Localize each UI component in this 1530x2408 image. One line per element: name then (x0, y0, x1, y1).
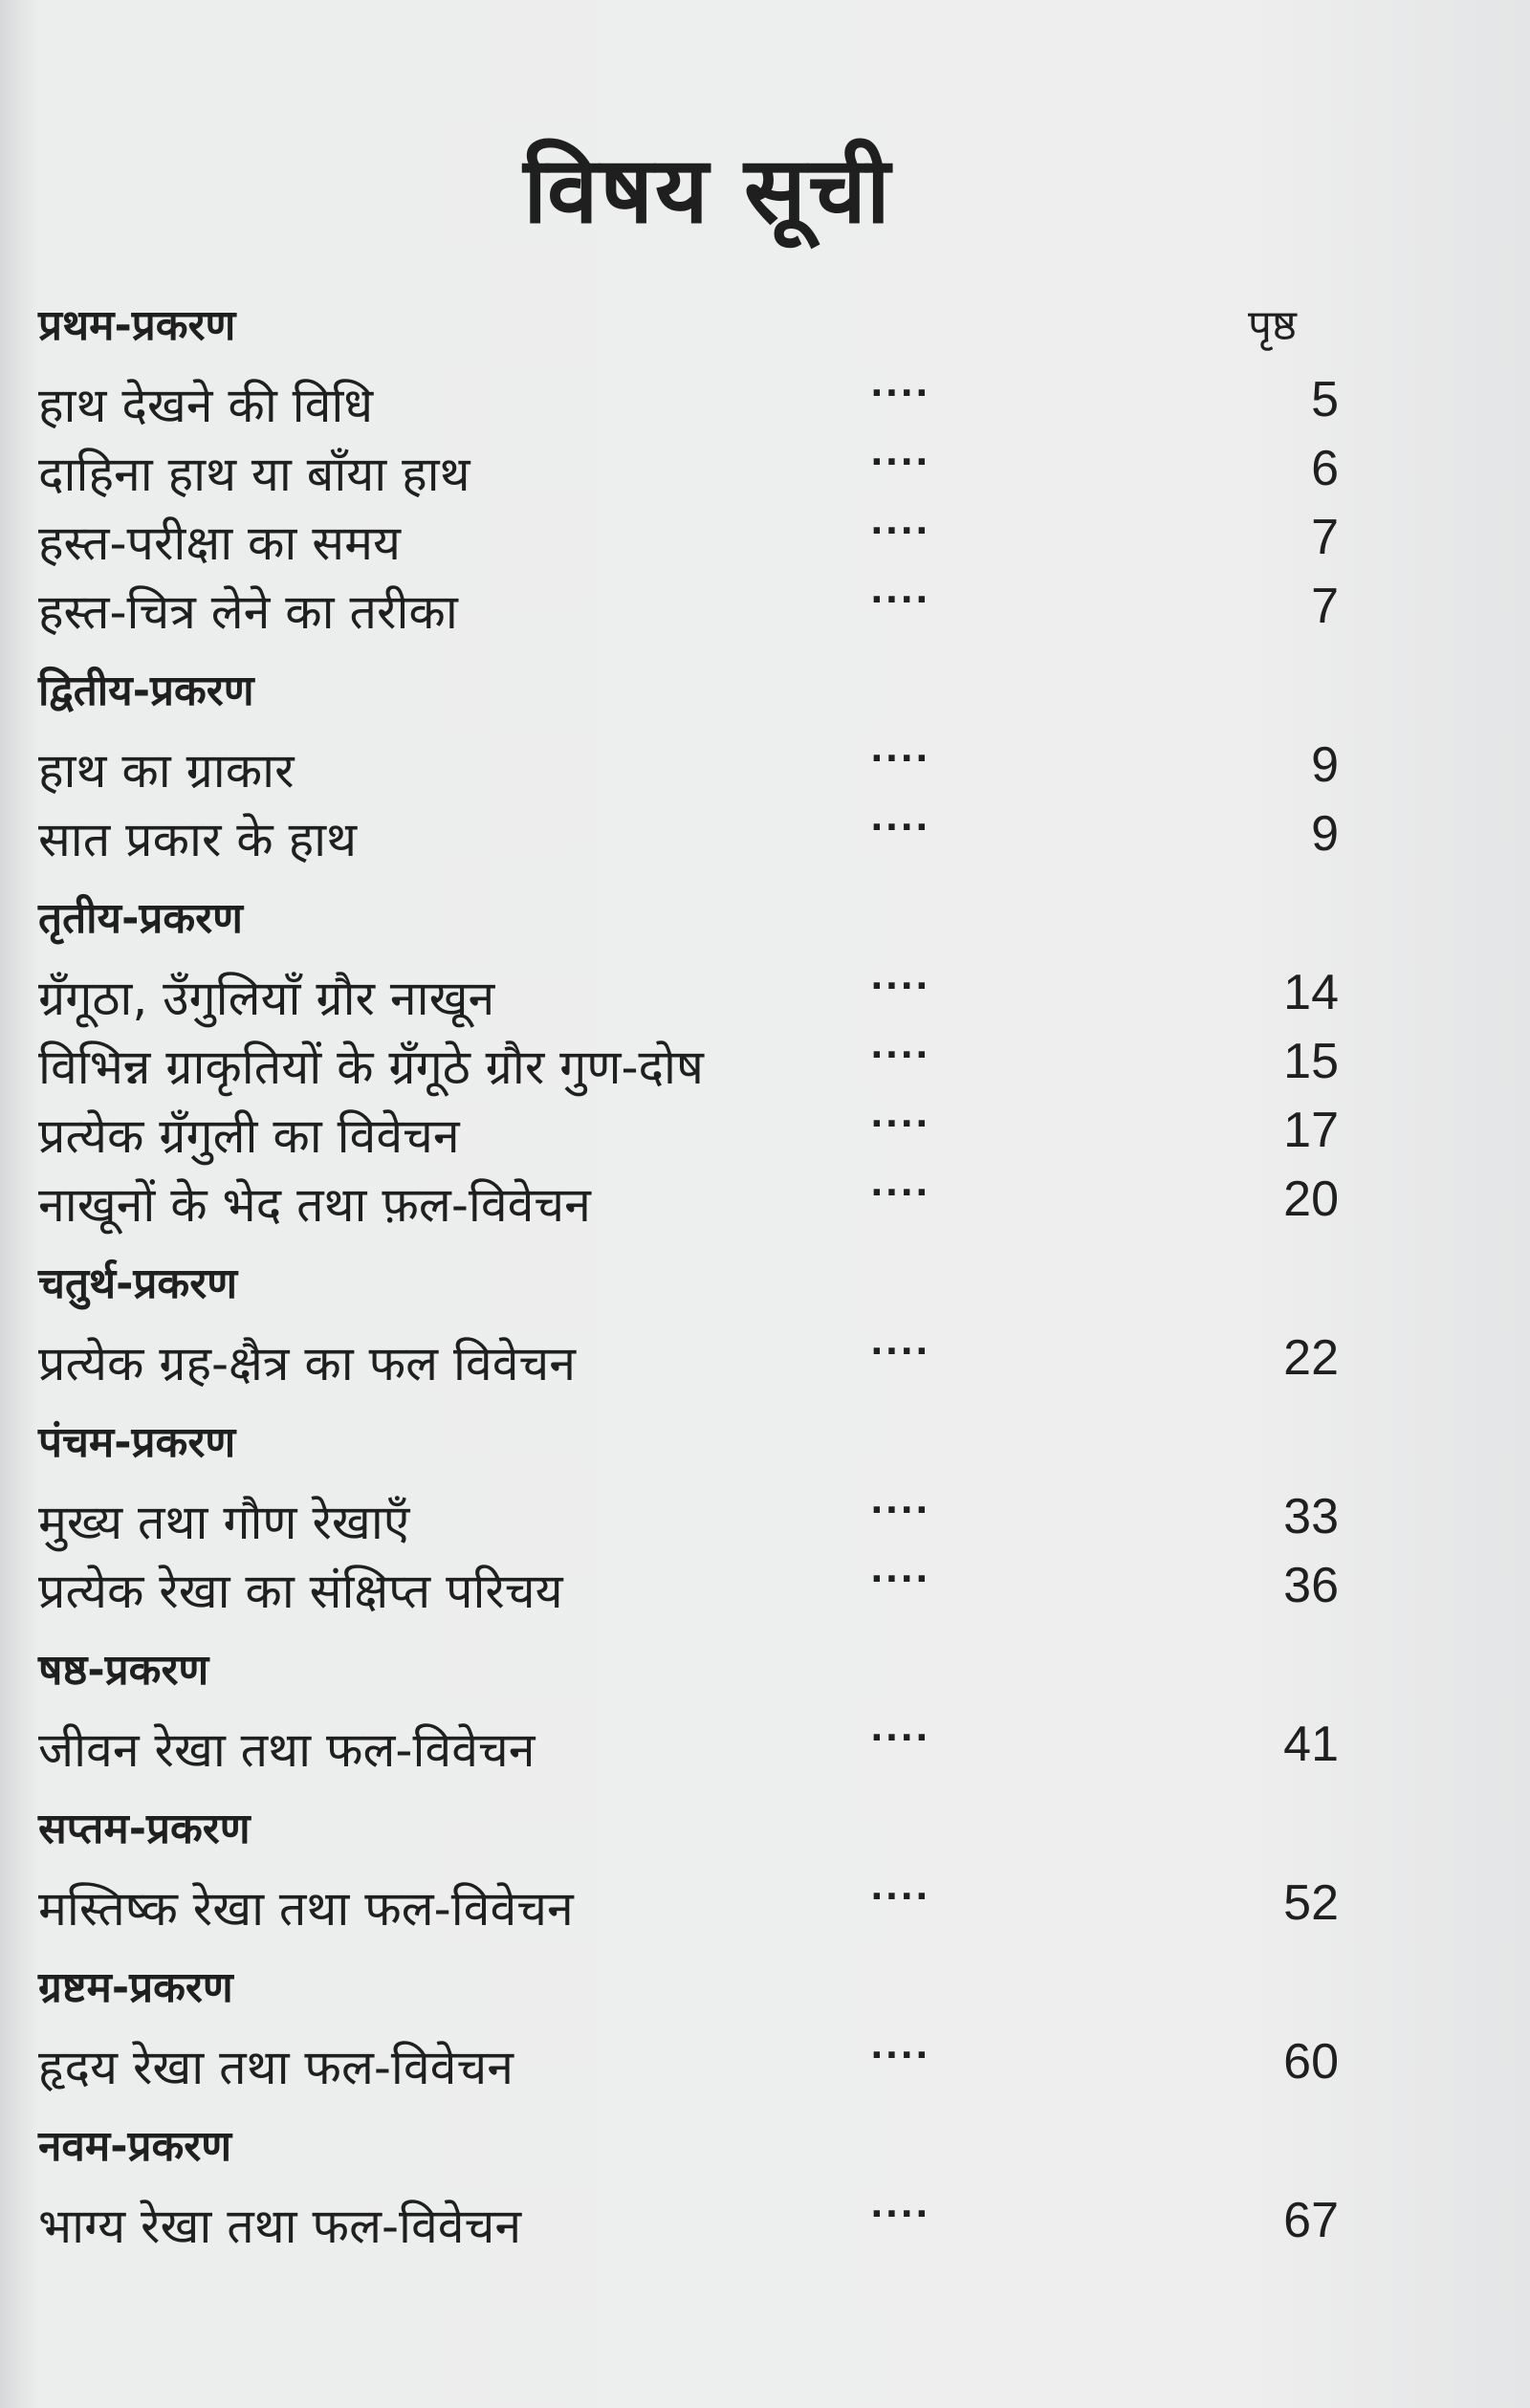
toc-section (38, 2108, 1377, 2266)
toc-entry (38, 1027, 1377, 1096)
page-number: 14 (1283, 965, 1339, 1020)
entry-title: दाहिना हाथ या बाँया हाथ (38, 447, 470, 502)
leader-dots: .... (870, 2027, 930, 2067)
toc-entry (38, 1324, 1377, 1392)
entry-title: हस्त-परीक्षा का समय (38, 515, 401, 571)
section-header (38, 287, 1377, 365)
toc-entry (38, 731, 1377, 799)
leader-dots: .... (870, 1869, 930, 1908)
section-header (38, 1245, 1377, 1324)
page-number: 36 (1283, 1558, 1339, 1613)
leader-dots: .... (870, 1027, 930, 1066)
toc-section (38, 880, 1377, 1245)
entry-title: प्रत्येक ग्रँगुली का विवेचन (38, 1108, 460, 1164)
toc-section (38, 1631, 1377, 1790)
toc-section (38, 1404, 1377, 1631)
section-title: नवम-प्रकरण (38, 2122, 232, 2171)
page-column-label: पृष्ठ (1248, 301, 1297, 350)
toc-entry (38, 1165, 1377, 1234)
section-title: सप्तम-प्रकरण (38, 1805, 251, 1853)
page-number: 7 (1311, 579, 1339, 634)
section-title: षष्ठ-प्रकरण (38, 1646, 209, 1695)
section-title: तृतीय-प्रकरण (38, 894, 243, 943)
toc-section (38, 1245, 1377, 1404)
entry-title: हृदय रेखा तथा फल-विवेचन (38, 2040, 514, 2095)
leader-dots: .... (870, 799, 930, 839)
entry-title: हाथ देखने की विधि (38, 378, 374, 433)
leader-dots: .... (870, 1482, 930, 1521)
toc-entry (38, 1096, 1377, 1165)
section-title: ग्रष्टम-प्रकरण (38, 1963, 233, 2012)
page-number: 22 (1283, 1330, 1339, 1386)
page-number: 67 (1283, 2193, 1339, 2248)
toc-entry (38, 572, 1377, 641)
table-of-contents (38, 287, 1377, 2266)
page-number: 15 (1283, 1034, 1339, 1089)
page-number: 5 (1311, 372, 1339, 427)
page-number: 60 (1283, 2034, 1339, 2090)
entry-title: हस्त-चित्र लेने का तरीका (38, 584, 458, 640)
leader-dots: .... (870, 2186, 930, 2225)
section-title: द्वितीय-प्रकरण (38, 667, 254, 715)
page-title: विषय सूची (523, 137, 892, 244)
section-header (38, 880, 1377, 958)
entry-title: ग्रँगूठा, उँगुलियाँ ग्रौर नाखून (38, 971, 495, 1026)
toc-entry (38, 1710, 1377, 1779)
section-title: पंचम-प्रकरण (38, 1418, 236, 1467)
toc-section (38, 1790, 1377, 1949)
leader-dots: .... (870, 503, 930, 542)
leader-dots: .... (870, 1096, 930, 1135)
toc-section (38, 652, 1377, 880)
leader-dots: .... (870, 365, 930, 405)
leader-dots: .... (870, 1710, 930, 1749)
page-number: 33 (1283, 1489, 1339, 1544)
entry-title: सात प्रकार के हाथ (38, 812, 358, 867)
leader-dots: .... (870, 1551, 930, 1590)
toc-entry (38, 1869, 1377, 1937)
leader-dots: .... (870, 1165, 930, 1204)
toc-entry (38, 958, 1377, 1027)
toc-entry (38, 365, 1377, 434)
leader-dots: .... (870, 434, 930, 473)
section-header (38, 2108, 1377, 2186)
entry-title: नाखूनों के भेद तथा फ़ल-विवेचन (38, 1177, 591, 1233)
entry-title: मस्तिष्क रेखा तथा फल-विवेचन (38, 1881, 574, 1937)
section-header (38, 1404, 1377, 1482)
toc-entry (38, 2186, 1377, 2255)
leader-dots: .... (870, 731, 930, 770)
leader-dots: .... (870, 572, 930, 611)
toc-entry (38, 2027, 1377, 2096)
section-title: चतुर्थ-प्रकरण (38, 1259, 238, 1308)
section-title: प्रथम-प्रकरण (38, 301, 236, 350)
toc-entry (38, 1551, 1377, 1620)
entry-title: प्रत्येक ग्रह-क्षैत्र का फल विवेचन (38, 1336, 577, 1391)
page-number: 9 (1311, 737, 1339, 793)
entry-title: जीवन रेखा तथा फल-विवेचन (38, 1722, 536, 1778)
toc-entry (38, 503, 1377, 572)
page-number: 17 (1283, 1103, 1339, 1158)
toc-section (38, 287, 1377, 652)
page-number: 52 (1283, 1875, 1339, 1931)
section-header (38, 1631, 1377, 1710)
leader-dots: .... (870, 958, 930, 997)
page-number: 20 (1283, 1171, 1339, 1227)
section-header (38, 1790, 1377, 1869)
section-header (38, 1949, 1377, 2027)
page-number: 9 (1311, 806, 1339, 862)
page-number: 41 (1283, 1717, 1339, 1772)
entry-title: विभिन्न ग्राकृतियों के ग्रँगूठे ग्रौर गुण-दोष (38, 1040, 704, 1095)
section-header (38, 652, 1377, 731)
entry-title: मुख्य तथा गौण रेखाएँ (38, 1495, 410, 1550)
toc-entry (38, 1482, 1377, 1551)
page-number: 7 (1311, 510, 1339, 565)
toc-entry (38, 434, 1377, 503)
entry-title: प्रत्येक रेखा का संक्षिप्त परिचय (38, 1564, 563, 1619)
toc-entry (38, 799, 1377, 868)
entry-title: भाग्य रेखा तथा फल-विवेचन (38, 2199, 522, 2254)
entry-title: हाथ का ग्राकार (38, 743, 295, 799)
page-number: 6 (1311, 441, 1339, 496)
toc-section (38, 1949, 1377, 2108)
leader-dots: .... (870, 1324, 930, 1363)
